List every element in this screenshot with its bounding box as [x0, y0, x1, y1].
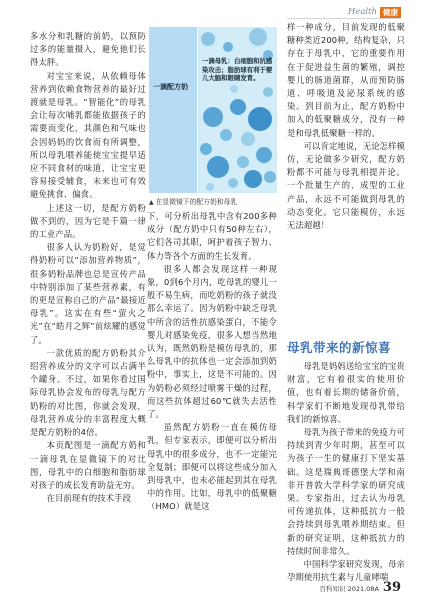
figure-caption [149, 196, 277, 206]
caption-text: 在显微镜下的配方奶和母乳 [155, 198, 238, 206]
formula-milk-panel [149, 27, 197, 193]
right-text-column [287, 21, 405, 232]
paragraph: 中国科学家研究发现，母亲孕期使用抗生素与儿童哮喘 [287, 559, 405, 583]
caption-triangle-icon: ▲ [149, 199, 154, 206]
paragraph: 上述这一切，是配方奶粉做不到的，因为它是千篇一律的工业产品。 [30, 202, 146, 240]
paragraph: 本页配图是一滴配方奶和一滴母乳在显微镜下的对比图，母乳中的白细胞和脂肪球对孩子的成长发育助益无穷。 [30, 440, 146, 490]
paragraph: 一款优质的配方奶粉其介绍营养成分的文字可以占满半个罐身。不过，如果你看过国际母乳协会发布的母乳与配方奶粉的对比图，你就会发现，母乳营养成分的丰富程度大概是配方奶粉的4倍。 [30, 347, 146, 438]
paragraph: 可以肯定地说，无论怎样模仿，无论做多少研究，配方奶粉都不可能与母乳相提并论。一个批量生产的、成型的工业产品，永远不可能做到母乳的动态变化。它只能模仿，永远无法超越！ [287, 140, 405, 231]
paragraph: 对宝宝来说，从依赖母体营养到依赖食物营养的最好过渡就是母乳。“智能化”的母乳会让每次哺乳都能依据孩子的需要而变化，其颜色和气味也会因妈妈的饮食而有所调整，所以母乳喂养能使宝宝提早适应不同食材的味道，让宝宝更容易接受辅食，未来也可有效避免挑食、偏食。 [30, 70, 146, 200]
paragraph: 样一种成分，目前发现的低聚糖种类近200种，结构复杂，只存在于母乳中，它的重要作用在于促进益生菌的繁殖，调控婴儿的肠道菌群，从而预防肠道、呼吸道及泌尿系统的感染。到目前为止，配方奶粉中加入的低聚糖成分，没有一种是和母乳低聚糖一样的。 [287, 22, 405, 138]
paragraph: 母乳为孩子带来的免疫力可持续到青少年时期，甚至可以为孩子一生的健康打下坚实基础。这是瑞典哥德堡大学和南非开普敦大学科学家的研究成果。专家指出，过去认为母乳可传递抗体，这种抵抗力一般会持续到母乳喂养期结束。但新的研究证明，这种抵抗力的持续时间非常久。 [287, 427, 405, 556]
paragraph: 在目前现有的技术手段 [46, 493, 132, 504]
page-footer [320, 580, 402, 595]
page-header [348, 6, 401, 18]
paragraph: 多水分和乳糖的前奶，以预防过多的能量摄入，避免他们长得太胖。 [30, 31, 146, 68]
page-number: 39 [382, 580, 401, 595]
header-divider [287, 18, 401, 19]
paragraph: 母乳是妈妈送给宝宝的宝贵财富，它有着很实的使用价值，也有着长期的储备价值，科学家们不断地发现母乳带给我们的新惊喜。 [287, 361, 405, 424]
paragraph: 下，可分析出母乳中含有200多种成分（配方奶中只有50种左右），它们各司其职，呵护着孩子智力、体力等各个方面的生长发育。 [147, 211, 277, 261]
section-heading: 母乳带来的新惊喜 [287, 340, 392, 355]
breast-milk-label: 一滴母乳：白细胞和抗感染攻击；脂肪球有利于婴儿大脑和眼睛发育。 [202, 57, 273, 83]
microscope-comparison-figure [149, 27, 277, 193]
header-section-badge: 健康 [380, 7, 401, 18]
left-text-column [30, 30, 146, 505]
cells-illustration [198, 27, 277, 193]
middle-text-column [147, 210, 277, 514]
breast-milk-panel [198, 27, 277, 193]
formula-milk-label: 一滴配方奶 [153, 83, 188, 91]
header-section-title: Health [347, 7, 377, 17]
paragraph: 很多人认为奶粉好，是觉得奶粉可以“添加营养物质”，很多奶粉品牌也总是宣传产品中特别添加了某些营养素，有的更是宣称自己的产品“最接近母乳”。这实在有些“萤火之光”在“皓月之辉”前炫耀的感觉了。 [30, 242, 146, 345]
paragraph: 很多人都会发现这样一种现象，0到6个月内，吃母乳的婴儿一般不易生病，而吃奶粉的孩子就没那么幸运了。因为奶粉中缺乏母乳中所含的活性抗感染蛋白，不能令婴儿对感染免疫，很多人想当然地认为，既然奶粉是模仿母乳的，那么母乳中的抗体也一定会添加到奶粉中，事实上，这是不可能的。因为奶粉必须经过喷雾干燥的过程，而这些抗体超过60℃就失去活性了。 [147, 263, 277, 420]
right-lower-text-column [287, 360, 405, 584]
footer-publication: 百科知识 2021.08A [319, 585, 379, 593]
paragraph: 虽然配方奶粉一直在模仿母乳，但专家表示，即便可以分析出母乳中的很多成分，也不一定能完全复制；即便可以将这些成分加入到母乳中，也未必能起到其在母乳中的作用。比如，母乳中的低聚糖（HMO）就是这 [147, 422, 277, 512]
